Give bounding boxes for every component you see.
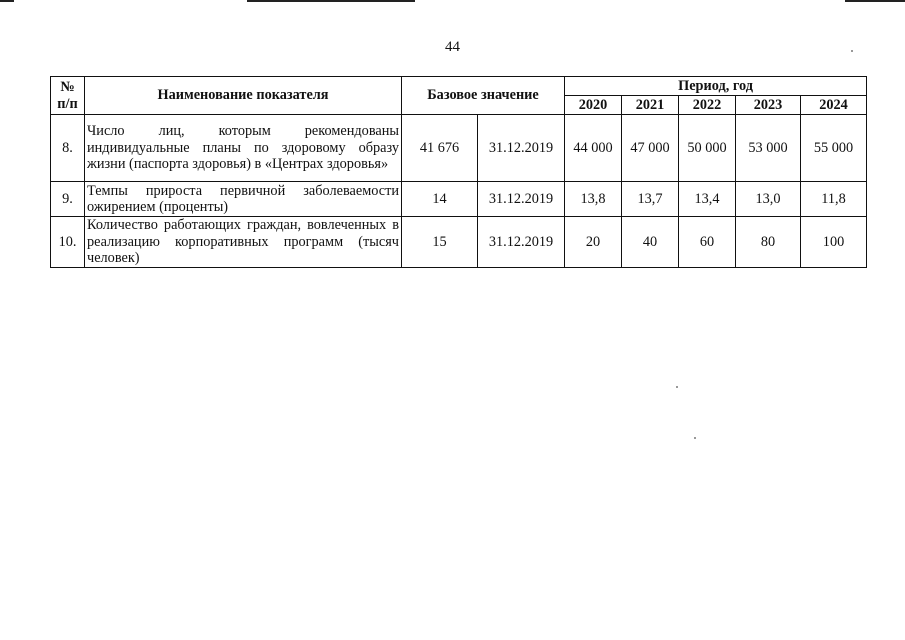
header-indicator: Наименование показателя — [85, 77, 402, 115]
year-value: 13,4 — [679, 182, 736, 217]
year-value: 53 000 — [736, 115, 801, 182]
base-date: 31.12.2019 — [478, 182, 565, 217]
year-value: 100 — [801, 217, 867, 268]
year-value: 60 — [679, 217, 736, 268]
row-number: 8. — [51, 115, 85, 182]
year-value: 20 — [565, 217, 622, 268]
indicator-name: Число лиц, которым рекомендованы индивидуальные планы по здоровому образу жизни (паспорта здоровья) в «Центрах здоровья» — [85, 115, 402, 182]
table-row — [51, 115, 867, 182]
year-value: 13,8 — [565, 182, 622, 217]
base-value: 14 — [402, 182, 478, 217]
year-value: 50 000 — [679, 115, 736, 182]
year-value: 11,8 — [801, 182, 867, 217]
base-value: 41 676 — [402, 115, 478, 182]
scan-edge-mark — [0, 0, 14, 2]
header-period: Период, год — [565, 77, 867, 96]
table-row — [51, 182, 867, 217]
indicator-name: Количество работающих граждан, вовлеченных в реализацию корпоративных программ (тысяч человек) — [85, 217, 402, 268]
page-number: 44 — [445, 39, 460, 55]
scan-edge-mark — [845, 0, 905, 2]
base-date: 31.12.2019 — [478, 115, 565, 182]
indicator-table — [50, 76, 867, 268]
header-year: 2021 — [622, 96, 679, 115]
row-number: 9. — [51, 182, 85, 217]
table-row — [51, 217, 867, 268]
year-value: 13,7 — [622, 182, 679, 217]
year-value: 40 — [622, 217, 679, 268]
scan-speck — [851, 50, 853, 52]
header-year: 2020 — [565, 96, 622, 115]
year-value: 80 — [736, 217, 801, 268]
header-number: № п/п — [51, 77, 85, 115]
row-number: 10. — [51, 217, 85, 268]
header-base-value: Базовое значение — [402, 77, 565, 115]
year-value: 55 000 — [801, 115, 867, 182]
indicator-name: Темпы прироста первичной заболеваемости ожирением (проценты) — [85, 182, 402, 217]
base-value: 15 — [402, 217, 478, 268]
year-value: 44 000 — [565, 115, 622, 182]
scan-edge-mark — [247, 0, 415, 2]
year-value: 13,0 — [736, 182, 801, 217]
scan-speck — [676, 386, 678, 388]
scan-speck — [694, 437, 696, 439]
year-value: 47 000 — [622, 115, 679, 182]
header-year: 2022 — [679, 96, 736, 115]
base-date: 31.12.2019 — [478, 217, 565, 268]
header-year: 2023 — [736, 96, 801, 115]
header-year: 2024 — [801, 96, 867, 115]
